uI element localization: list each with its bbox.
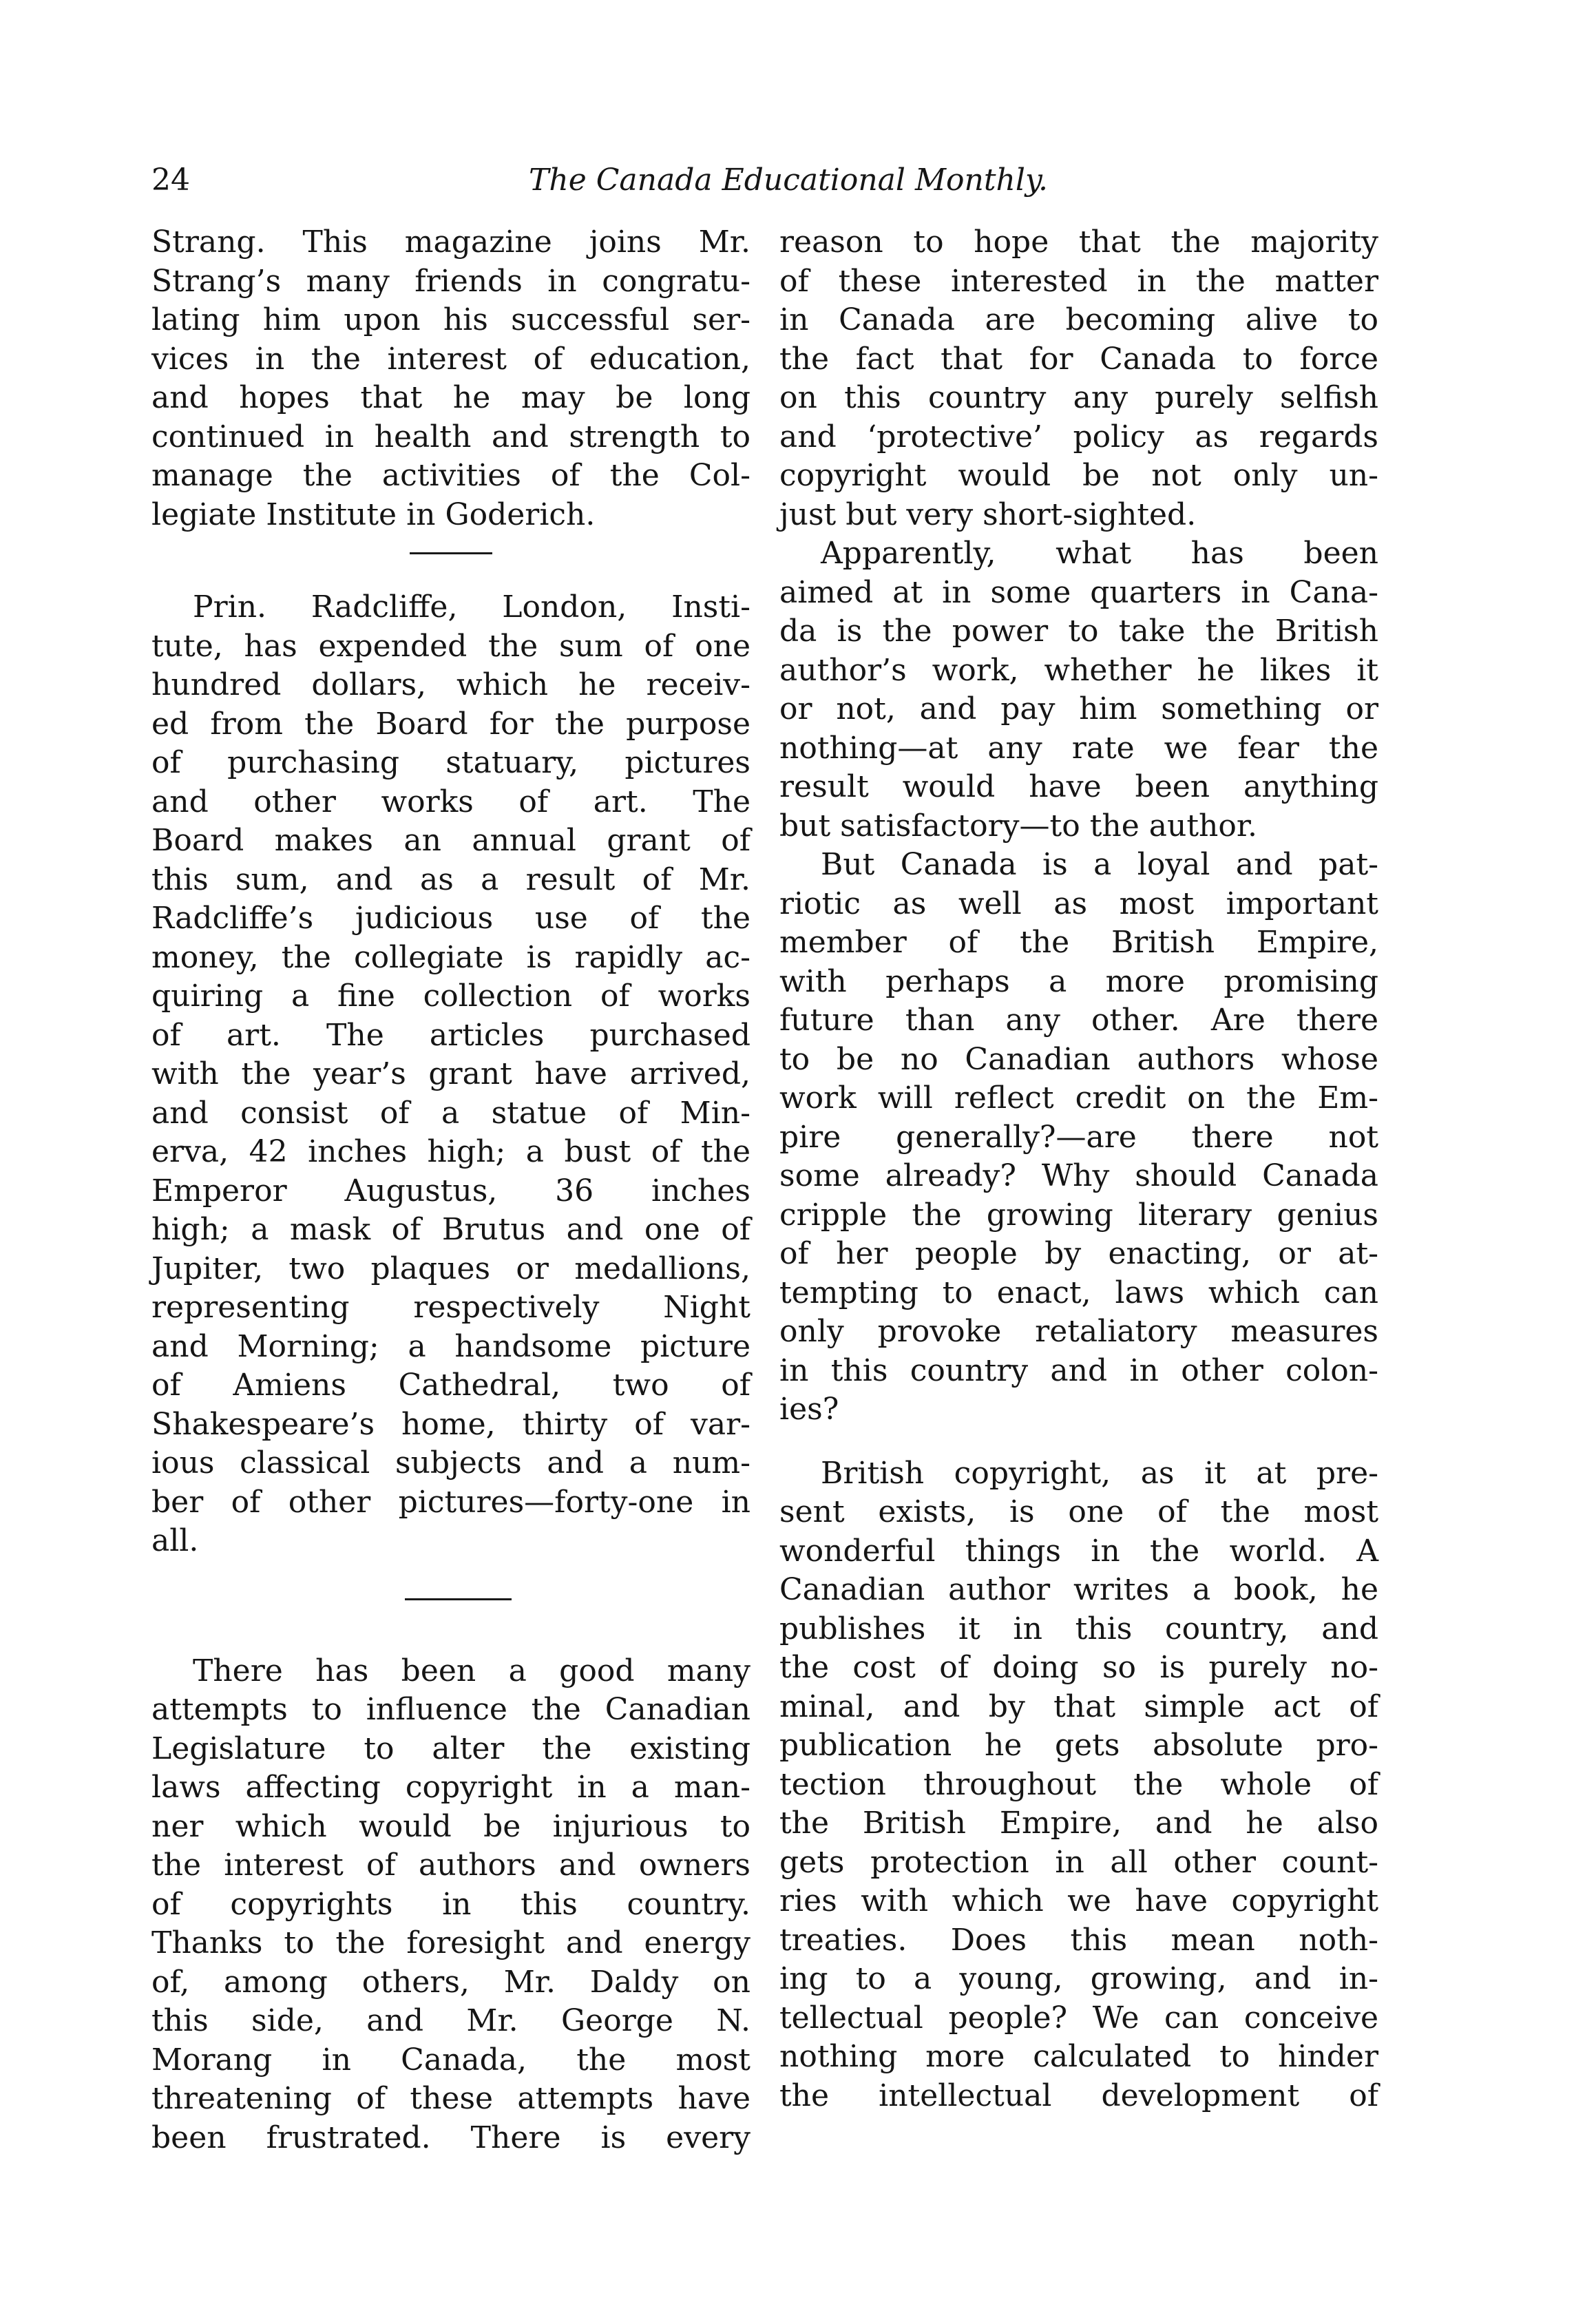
text-line: the British Empire, and he also <box>779 1806 1378 1841</box>
text-line: hundred dollars, which he receiv- <box>151 667 750 702</box>
text-line: tection throughout the whole of <box>779 1766 1378 1802</box>
text-line: wonderful things in the world. A <box>779 1533 1378 1569</box>
text-line: and consist of a statue of Min- <box>151 1095 750 1131</box>
text-line: of these interested in the matter <box>779 263 1378 299</box>
page-number: 24 <box>151 163 190 198</box>
text-line: minal, and by that simple act of <box>779 1688 1378 1724</box>
text-line: and Morning; a handsome picture <box>151 1328 750 1364</box>
text-line: the interest of authors and owners <box>151 1848 750 1883</box>
paragraph-reason-to-hope <box>779 223 1378 534</box>
text-line: to be no Canadian authors whose <box>779 1041 1378 1077</box>
text-line: in Canada are becoming alive to <box>779 302 1378 337</box>
text-line: copyright would be not only un- <box>779 458 1378 493</box>
text-line: Jupiter, two plaques or medallions, <box>151 1251 750 1286</box>
text-line: of, among others, Mr. Daldy on <box>151 1964 750 2000</box>
text-line: money, the collegiate is rapidly ac- <box>151 939 750 975</box>
text-line: continued in health and strength to <box>151 419 750 454</box>
text-line: some already? Why should Canada <box>779 1158 1378 1193</box>
text-line: reason to hope that the majority <box>779 224 1378 260</box>
text-line: attempts to influence the Canadian <box>151 1692 750 1727</box>
text-line: ies? <box>779 1392 839 1427</box>
text-line: of copyrights in this country. <box>151 1886 750 1922</box>
text-line: of Amiens Cathedral, two of <box>151 1368 750 1403</box>
text-line: and other works of art. The <box>151 784 750 819</box>
text-line: on this country any purely selfish <box>779 380 1378 415</box>
text-line: member of the British Empire, <box>779 925 1378 960</box>
text-line: aimed at in some quarters in Cana- <box>779 574 1378 610</box>
text-line: Shakespeare’s home, thirty of var- <box>151 1406 750 1442</box>
text-line: Apparently, what has been <box>821 536 1378 571</box>
text-line: only provoke retaliatory measures <box>779 1314 1378 1349</box>
text-line: the intellectual development of <box>779 2078 1378 2113</box>
text-line: lating him upon his successful ser- <box>151 302 750 337</box>
paragraph-strang <box>151 223 750 534</box>
text-line: gets protection in all other count- <box>779 1844 1378 1880</box>
text-line: da is the power to take the British <box>779 614 1378 649</box>
text-line: of purchasing statuary, pictures <box>151 745 750 780</box>
text-line: and hopes that he may be long <box>151 380 750 415</box>
text-line: just but very short-sighted. <box>779 496 1197 532</box>
paragraph-apparently <box>779 534 1378 846</box>
text-line: Emperor Augustus, 36 inches <box>151 1173 750 1209</box>
section-divider <box>151 534 750 573</box>
text-line: laws affecting copyright in a man- <box>151 1770 750 1805</box>
text-line: the fact that for Canada to force <box>779 341 1378 377</box>
text-line: work will reflect credit on the Em- <box>779 1080 1378 1116</box>
text-line: Morang in Canada, the most <box>151 2042 750 2078</box>
page-header <box>151 153 1384 208</box>
text-line: Legislature to alter the existing <box>151 1730 750 1766</box>
text-line: quiring a fine collection of works <box>151 979 750 1014</box>
text-line: Prin. Radcliffe, London, Insti- <box>193 589 750 625</box>
text-line: in this country and in other colon- <box>779 1352 1378 1388</box>
text-line: cripple the growing literary genius <box>779 1197 1378 1233</box>
text-line: threatening of these attempts have <box>151 2081 750 2116</box>
text-line: ed from the Board for the purpose <box>151 706 750 742</box>
text-line: with the year’s grant have arrived, <box>151 1056 750 1091</box>
text-line: author’s work, whether he likes it <box>779 652 1378 688</box>
text-line: this side, and Mr. George N. <box>151 2003 750 2038</box>
text-line: sent exists, is one of the most <box>779 1494 1378 1529</box>
text-line: the cost of doing so is purely no- <box>779 1650 1378 1685</box>
paragraph-british-copyright <box>779 1454 1378 2116</box>
text-line: tellectual people? We can conceive <box>779 2000 1378 2036</box>
paragraph-copyright-legislature <box>151 1652 750 2158</box>
text-line: Radcliffe’s judicious use of the <box>151 901 750 936</box>
text-line: pire generally?—are there not <box>779 1119 1378 1155</box>
text-line: of art. The articles purchased <box>151 1017 750 1053</box>
text-line: British copyright, as it at pre- <box>821 1455 1378 1491</box>
section-divider <box>151 1580 750 1619</box>
text-line: and ‘protective’ policy as regards <box>779 419 1378 454</box>
text-line: Strang. This magazine joins Mr. <box>151 224 750 260</box>
text-line: tute, has expended the sum of one <box>151 628 750 664</box>
text-line: high; a mask of Brutus and one of <box>151 1212 750 1247</box>
text-line: ner which would be injurious to <box>151 1808 750 1844</box>
text-line: ing to a young, growing, and in- <box>779 1961 1378 1996</box>
text-line: this sum, and as a result of Mr. <box>151 861 750 897</box>
left-column <box>151 223 750 2157</box>
paragraph-loyal-canada <box>779 846 1378 1430</box>
right-column <box>779 223 1378 2115</box>
text-line: publication he gets absolute pro- <box>779 1728 1378 1763</box>
text-line: Strang’s many friends in congratu- <box>151 263 750 299</box>
text-line: ious classical subjects and a num- <box>151 1445 750 1481</box>
text-line: or not, and pay him something or <box>779 691 1378 726</box>
text-line: Board makes an annual grant of <box>151 823 750 858</box>
text-line: all. <box>151 1523 199 1558</box>
text-line: legiate Institute in Goderich. <box>151 496 596 532</box>
text-line: been frustrated. There is every <box>151 2120 750 2155</box>
text-line: with perhaps a more promising <box>779 963 1378 999</box>
text-line: tempting to enact, laws which can <box>779 1275 1378 1310</box>
text-line: But Canada is a loyal and pat- <box>821 847 1378 882</box>
text-line: Thanks to the foresight and energy <box>151 1925 750 1960</box>
text-line: ries with which we have copyright <box>779 1883 1378 1918</box>
text-line: nothing—at any rate we fear the <box>779 730 1378 766</box>
text-line: nothing more calculated to hinder <box>779 2039 1378 2074</box>
text-line: of her people by enacting, or at- <box>779 1236 1378 1271</box>
text-line: representing respectively Night <box>151 1290 750 1325</box>
text-line: but satisfactory—to the author. <box>779 808 1258 844</box>
text-line: Canadian author writes a book, he <box>779 1572 1378 1607</box>
text-line: ber of other pictures—forty-one in <box>151 1484 750 1520</box>
text-line: riotic as well as most important <box>779 886 1378 921</box>
text-line: manage the activities of the Col- <box>151 458 750 493</box>
running-title: The Canada Educational Monthly. <box>529 163 1048 198</box>
text-line: erva, 42 inches high; a bust of the <box>151 1134 750 1169</box>
text-line: vices in the interest of education, <box>151 341 750 377</box>
text-line: There has been a good many <box>193 1653 750 1688</box>
text-line: future than any other. Are there <box>779 1003 1378 1038</box>
paragraph-radcliffe <box>151 588 750 1561</box>
text-line: result would have been anything <box>779 769 1378 804</box>
text-line: treaties. Does this mean noth- <box>779 1922 1378 1958</box>
text-line: publishes it in this country, and <box>779 1611 1378 1646</box>
